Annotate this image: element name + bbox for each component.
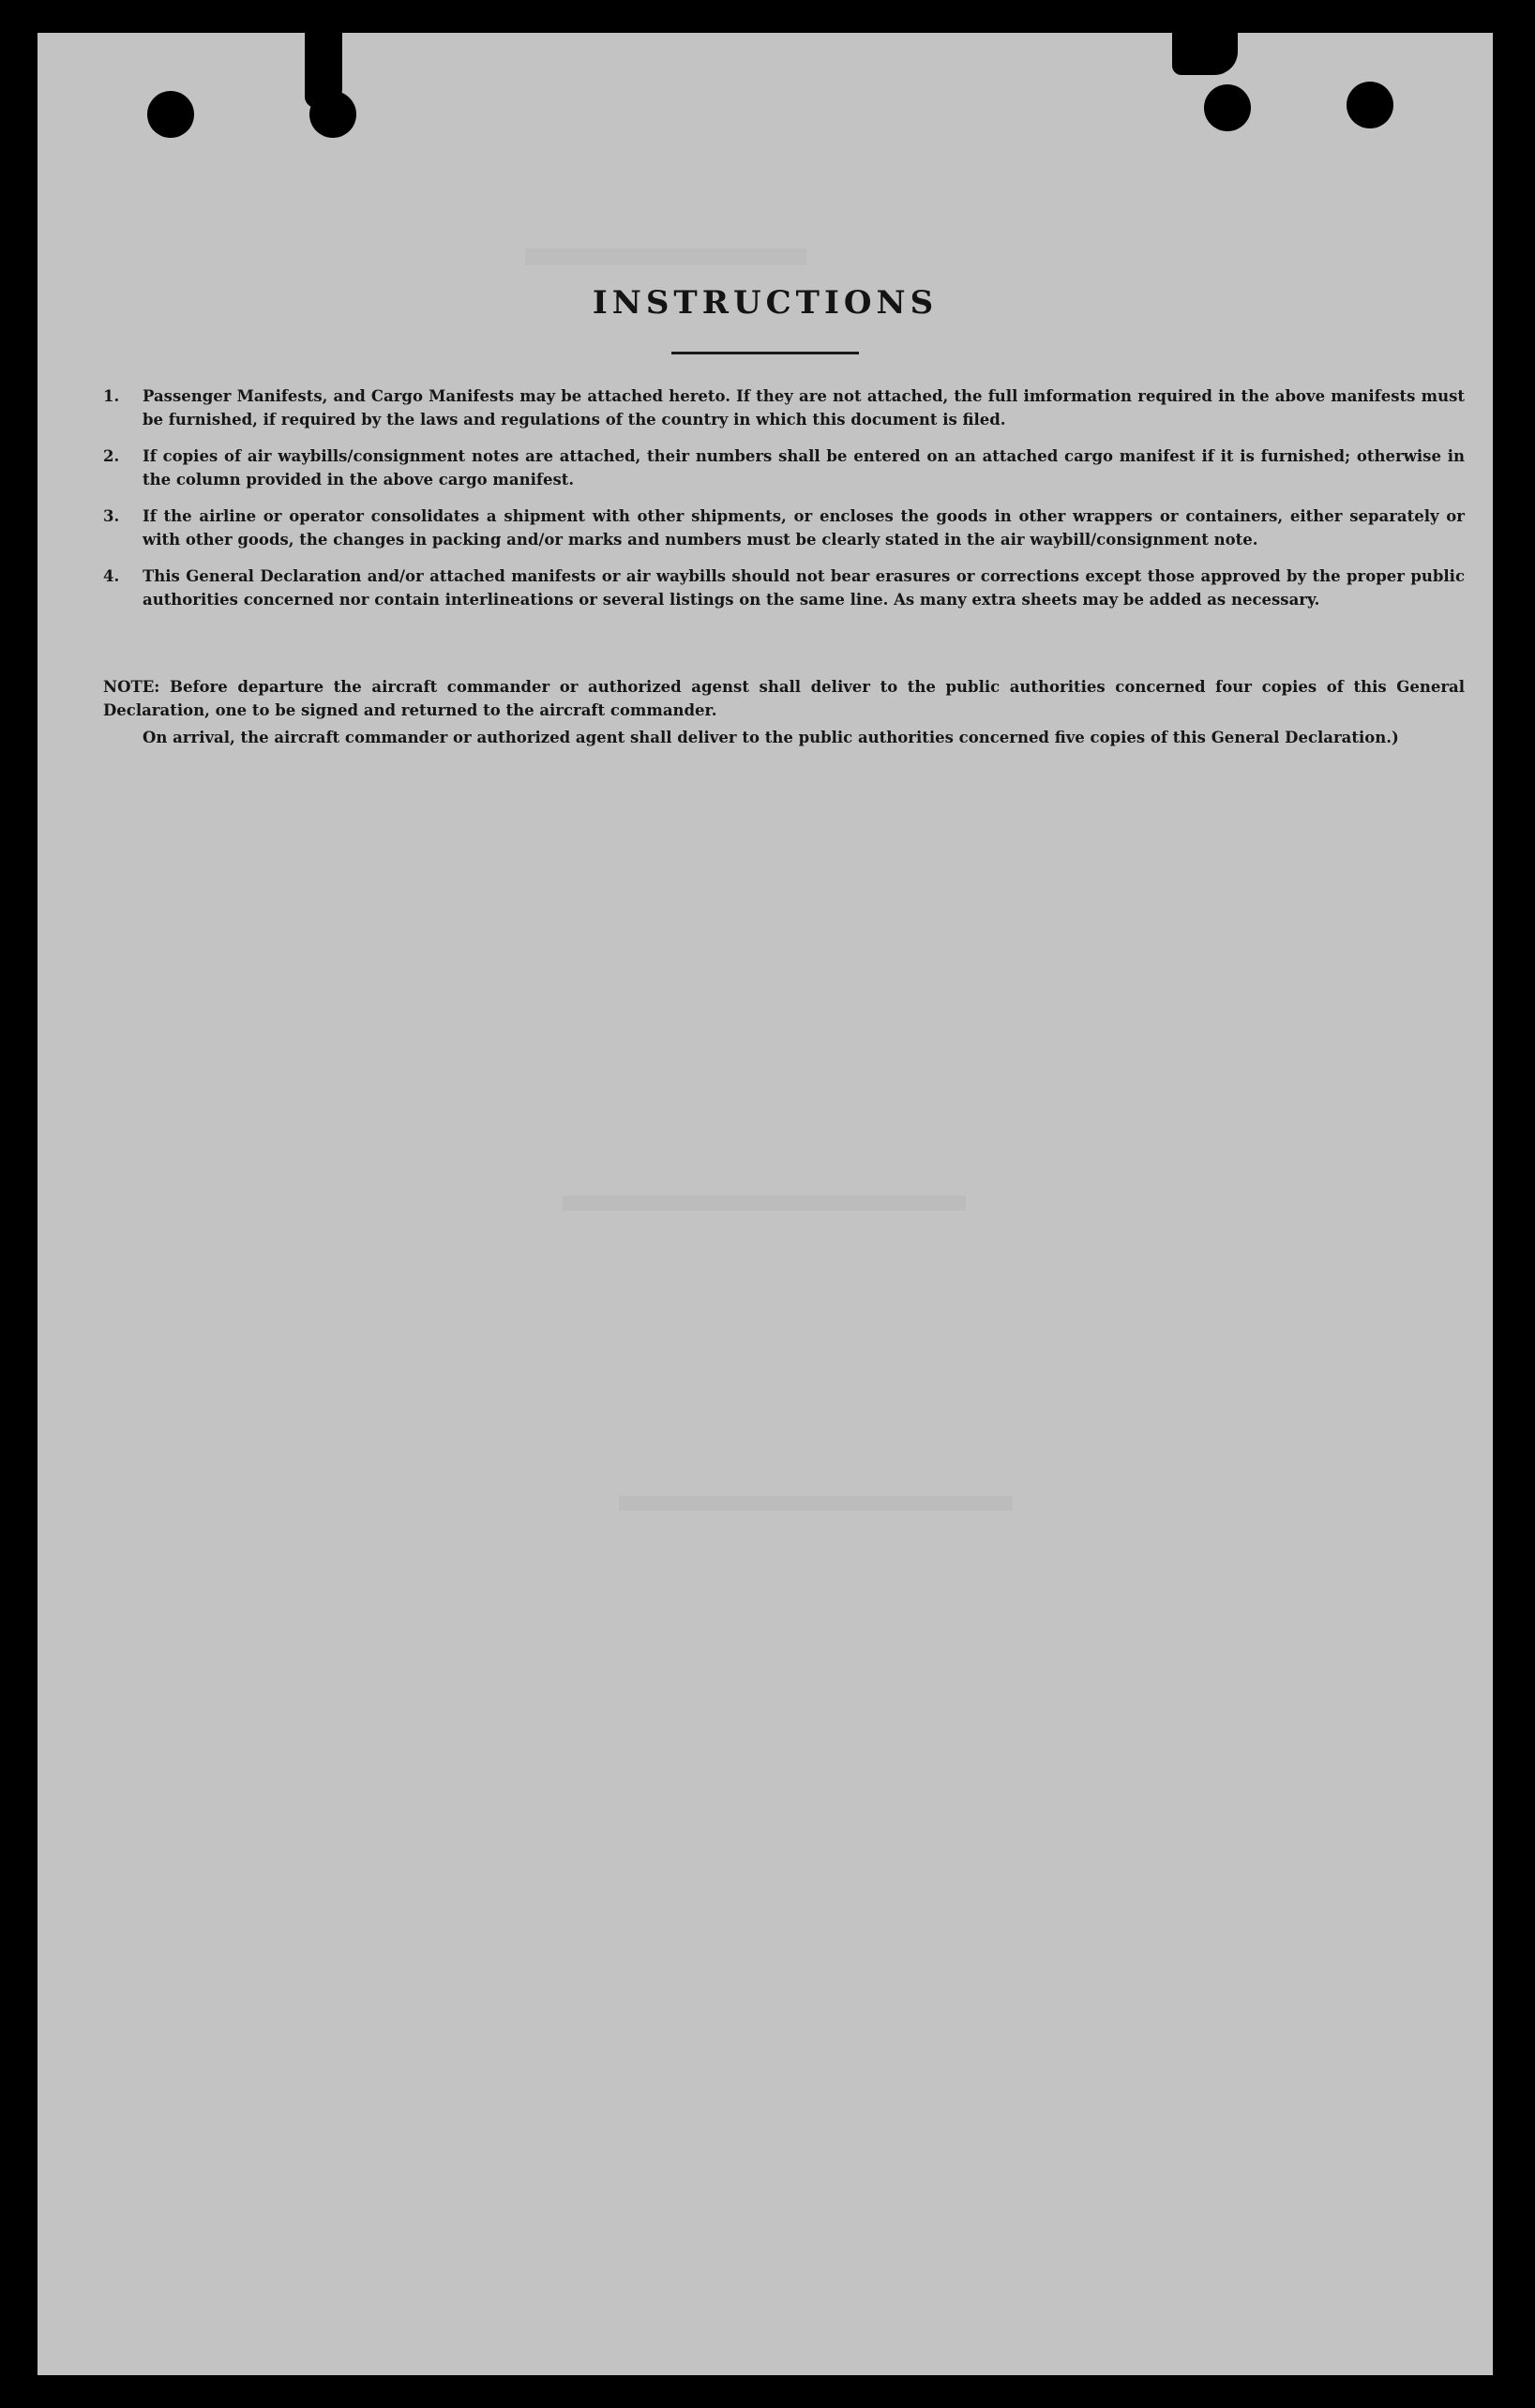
note-arrival-text: On arrival, the aircraft commander or authorized agent shall deliver to the public authorities concerned five copies of this General Declaration.) xyxy=(143,729,1399,746)
torn-edge xyxy=(1172,33,1238,75)
note-section xyxy=(103,675,1465,753)
punch-hole xyxy=(1204,84,1251,131)
list-item xyxy=(103,384,1465,431)
list-item xyxy=(103,504,1465,551)
item-number: 3. xyxy=(103,507,120,525)
item-text: If the airline or operator consolidates a shipment with other shipments, or encloses the goods in other wrappers or containers, either separately or with other goods, the changes in packing and/or marks and numbers must be clearly stated in the air waybill/consignment note. xyxy=(143,507,1465,549)
document-page xyxy=(38,33,1493,2375)
punch-hole xyxy=(147,91,194,138)
item-number: 1. xyxy=(103,387,120,405)
punch-hole xyxy=(1347,82,1393,128)
list-item xyxy=(103,564,1465,611)
bleed-through-texture xyxy=(525,248,806,265)
item-number: 2. xyxy=(103,447,120,465)
item-text: This General Declaration and/or attached manifests or air waybills should not bear erasures or corrections except those approved by the proper public authorities concerned nor contain interlineations or several listings on the same line. As many extra sheets may be added as necessary. xyxy=(143,567,1465,609)
punch-hole xyxy=(309,91,356,138)
page-title: INSTRUCTIONS xyxy=(592,284,939,322)
list-item xyxy=(103,444,1465,491)
item-text: If copies of air waybills/consignment notes are attached, their numbers shall be entered on an attached cargo manifest if it is furnished; otherwise in the column provided in the above cargo manifest. xyxy=(143,447,1465,489)
item-number: 4. xyxy=(103,567,120,585)
bleed-through-texture xyxy=(619,1496,1013,1511)
note-label: NOTE: xyxy=(103,678,160,696)
title-underline xyxy=(671,352,859,354)
instructions-list xyxy=(103,384,1465,625)
note-text: Before departure the aircraft commander or authorized agenst shall deliver to the public authorities concerned four copies of this General Declaration, one to be signed and returned to the aircraft commander. xyxy=(103,678,1465,719)
bleed-through-texture xyxy=(563,1196,966,1211)
item-text: Passenger Manifests, and Cargo Manifests may be attached hereto. If they are not attached, the full imformation required in the above manifests must be furnished, if required by the laws and regulations of the country in which this document is filed. xyxy=(143,387,1465,429)
